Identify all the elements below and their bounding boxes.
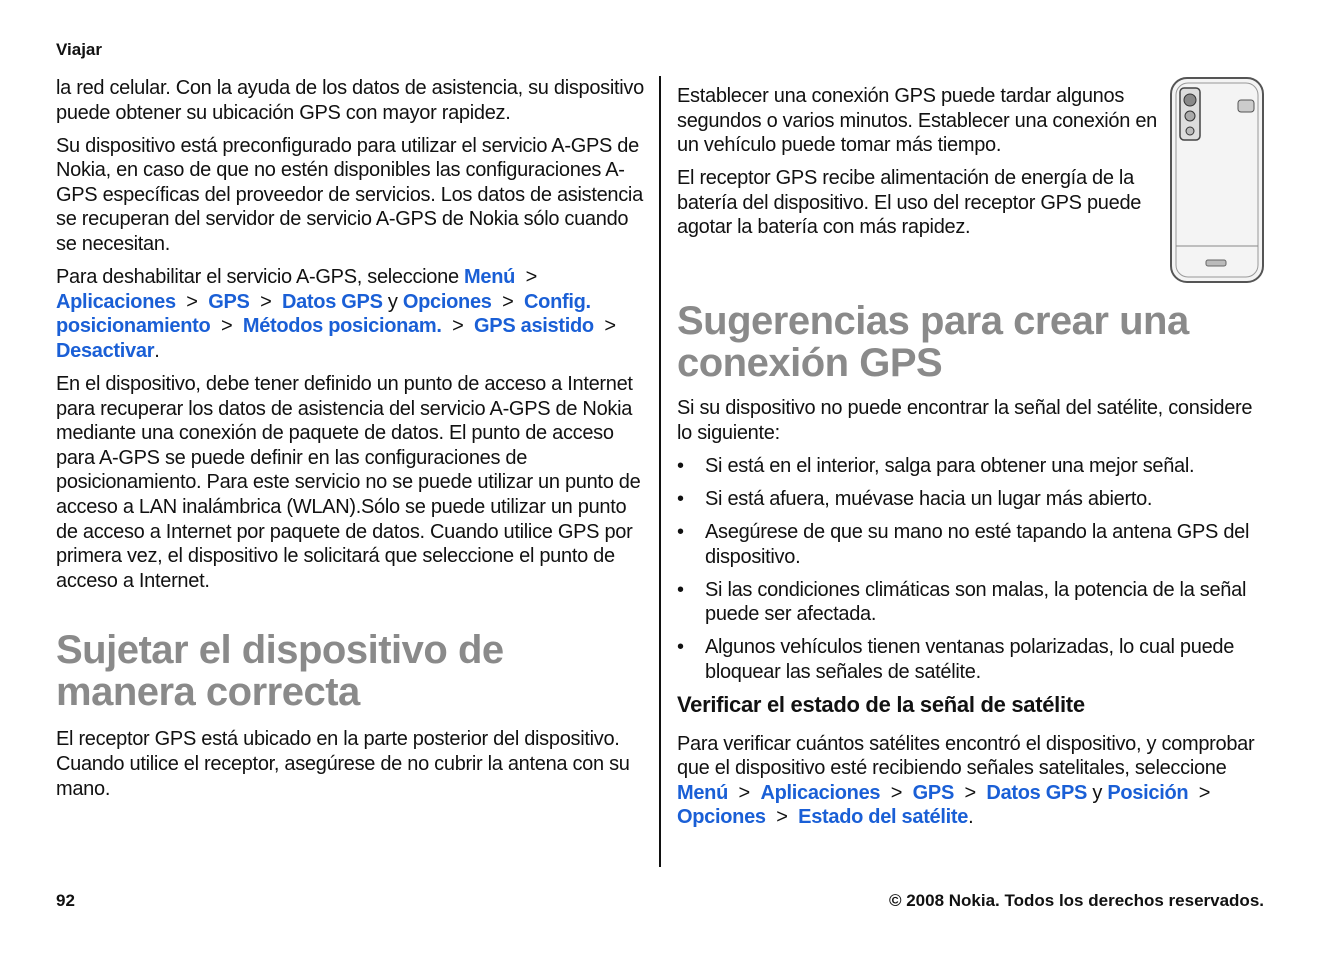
menu-link[interactable]: Desactivar xyxy=(56,339,155,362)
speaker-grille xyxy=(1238,100,1254,112)
menu-link[interactable]: Métodos posicionam. xyxy=(242,315,442,338)
menu-link[interactable]: Config. posicionamiento xyxy=(56,290,591,338)
paragraph: El receptor GPS está ubicado en la parte posterior del dispositivo. Cuando utilice el receptor, asegúrese de no cubrir la antena con su mano. xyxy=(56,728,630,800)
list-item: • Si está afuera, muévase hacia un lugar más abierto. xyxy=(677,487,1267,512)
menu-link[interactable]: GPS xyxy=(912,781,954,804)
menu-link[interactable]: Aplicaciones xyxy=(760,781,881,804)
menu-link[interactable]: Posición xyxy=(1107,781,1189,804)
copyright-notice: © 2008 Nokia. Todos los derechos reservados. xyxy=(888,891,1264,910)
menu-link[interactable]: GPS asistido xyxy=(474,315,594,338)
cover-latch xyxy=(1206,260,1226,266)
menu-link[interactable]: Opciones xyxy=(677,806,766,829)
subsection-heading: Verificar el estado de la señal de satélite xyxy=(677,692,1085,717)
menu-link[interactable]: Datos GPS xyxy=(281,290,383,313)
paragraph: Su dispositivo está preconfigurado para utilizar el servicio A-GPS de Nokia, en caso de que no estén disponibles las configuraciones A-GPS específicas del proveedor de servicios. Los datos de asistencia se recuperan del servidor de servicio A-GPS de Nokia sólo cuando se necesitan. xyxy=(56,134,643,256)
menu-link[interactable]: Estado del satélite xyxy=(798,806,969,829)
menu-link[interactable]: Aplicaciones xyxy=(56,290,176,313)
page-number: 92 xyxy=(56,891,75,910)
section-heading: Sugerencias para crear una conexión GPS xyxy=(677,299,1189,386)
menu-link[interactable]: Datos GPS xyxy=(986,781,1088,804)
camera-lens-icon xyxy=(1184,94,1196,106)
list-item: • Si está en el interior, salga para obtener una mejor señal. xyxy=(677,454,1267,479)
section-heading: Sujetar el dispositivo de manera correcta xyxy=(56,628,504,715)
tips-list xyxy=(677,454,1267,685)
paragraph: Establecer una conexión GPS puede tardar algunos segundos o varios minutos. Establecer una conexión en un vehículo puede tomar más tiempo. xyxy=(677,85,1157,157)
paragraph: la red celular. Con la ayuda de los datos de asistencia, su dispositivo puede obtener su ubicación GPS con mayor rapidez. xyxy=(56,77,644,124)
intro-block xyxy=(677,84,1165,240)
column-divider xyxy=(659,76,661,867)
paragraph: El receptor GPS recibe alimentación de energía de la batería del dispositivo. El uso del receptor GPS puede agotar la batería con más rapidez. xyxy=(677,167,1142,239)
paragraph: En el dispositivo, debe tener definido un punto de acceso a Internet para recuperar los datos de asistencia del servicio A-GPS de Nokia mediante una conexión de paquete de datos. El punto de acceso para A-GPS se puede definir en las configuraciones de posicionamiento. Para este servicio no se puede utilizar un punto de acceso a LAN inalámbrica (WLAN).Sólo se puede utilizar un punto de acceso a Internet por paquete de datos. Cuando utilice GPS por primera vez, el dispositivo le solicitará que seleccione el punto de acceso a Internet. xyxy=(56,373,641,592)
phone-back-illustration xyxy=(1168,76,1266,284)
left-column xyxy=(56,76,648,810)
menu-link[interactable]: GPS xyxy=(208,290,250,313)
paragraph: Si su dispositivo no puede encontrar la señal del satélite, considere lo siguiente: xyxy=(677,397,1253,444)
menu-link[interactable]: Opciones xyxy=(402,290,492,313)
flash-icon xyxy=(1185,111,1195,121)
list-item: • Algunos vehículos tienen ventanas polarizadas, lo cual puede bloquear las señales de satélite. xyxy=(677,635,1267,684)
menu-link[interactable]: Menú xyxy=(677,781,729,804)
list-item: • Si las condiciones climáticas son malas, la potencia de la señal puede ser afectada. xyxy=(677,578,1267,627)
menu-link[interactable]: Menú xyxy=(464,266,516,289)
sensor-icon xyxy=(1186,127,1194,135)
menu-path-paragraph: Para verificar cuántos satélites encontró el dispositivo, y comprobar que el dispositivo esté recibiendo señales satelitales, seleccione Menú > Aplicaciones > GPS > Datos GPS y Posición > Opciones > Estado del satélite. xyxy=(677,732,1255,829)
list-item: • Asegúrese de que su mano no esté tapando la antena GPS del dispositivo. xyxy=(677,520,1267,569)
section-header: Viajar xyxy=(56,40,103,59)
menu-path-paragraph: Para deshabilitar el servicio A-GPS, seleccione Menú > Aplicaciones > GPS > Datos GPS y Opciones > Config. posicionamiento > Métodos posicionam. > GPS asistido > Desactivar. xyxy=(56,266,616,362)
